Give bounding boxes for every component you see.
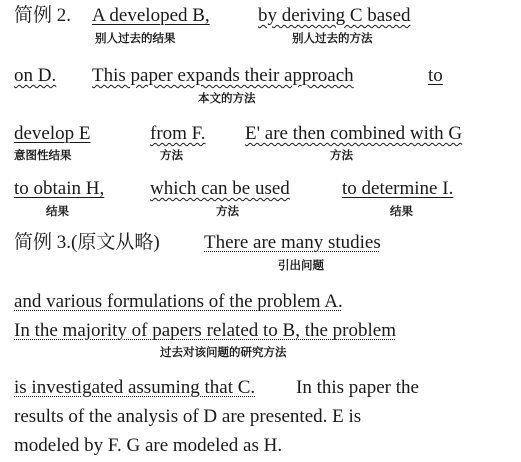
example3-annotation3: 过去对该问题的研究方法 — [160, 345, 287, 359]
example3-line4-seg2: In this paper the — [296, 377, 419, 398]
example2-annotation4b: 方法 — [216, 204, 239, 218]
example2-annotation1b: 别人过去的方法 — [292, 31, 373, 45]
example2-annotation2a: 本文的方法 — [198, 91, 256, 105]
example2-line2-seg1: on D. — [14, 65, 57, 86]
example2-line1-seg2: by deriving C based — [258, 5, 411, 26]
example2-line3-seg3: E' are then combined with G — [245, 123, 463, 144]
example3-line4-seg1: is investigated assuming that C. — [14, 377, 256, 398]
example2-label: 简例 2. — [14, 5, 72, 26]
example3-label: 简例 3.(原文从略) — [14, 232, 160, 253]
example2-line2-seg2: This paper expands their approach — [92, 65, 354, 86]
example3-annotation1: 引出问题 — [278, 258, 324, 272]
example2-annotation3b: 方法 — [160, 148, 183, 162]
example2-annotation3a: 意图性结果 — [14, 148, 72, 162]
example2-line4-seg3: to determine I. — [342, 178, 454, 199]
example2-annotation1a: 别人过去的结果 — [95, 31, 176, 45]
example3-line2: and various formulations of the problem A. — [14, 291, 343, 312]
example2-line2-seg3: to — [428, 65, 443, 86]
example2-line4-seg2: which can be used — [150, 178, 290, 199]
example3-line6: modeled by F. G are modeled as H. — [14, 435, 283, 456]
example2-line3-seg2: from F. — [150, 123, 206, 144]
example2-annotation3c: 方法 — [330, 148, 353, 162]
example3-line3: In the majority of papers related to B, the problem — [14, 320, 396, 341]
example2-line1-seg1: A developed B, — [92, 5, 210, 26]
example3-line1: There are many studies — [204, 232, 381, 253]
example2-annotation4a: 结果 — [46, 204, 69, 218]
example2-line3-seg1: develop E — [14, 123, 91, 144]
example2-annotation4c: 结果 — [390, 204, 413, 218]
example3-line5: results of the analysis of D are presented. E is — [14, 406, 362, 427]
example2-line4-seg1: to obtain H, — [14, 178, 105, 199]
